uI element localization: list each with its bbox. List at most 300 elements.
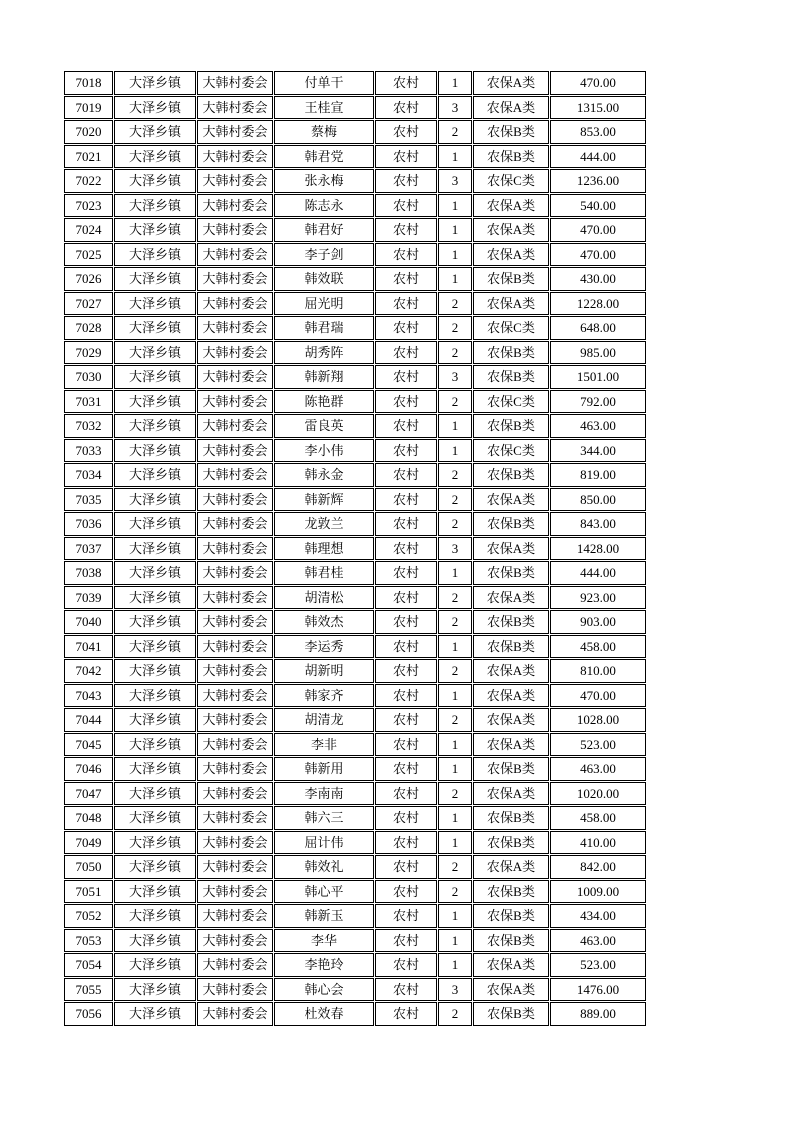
household-count-cell: 2 [438, 390, 472, 414]
insurance-category-cell: 农保A类 [473, 96, 549, 120]
residence-type-cell: 农村 [375, 1002, 437, 1026]
person-name-cell: 胡清龙 [274, 708, 374, 732]
serial-number-cell: 7040 [64, 610, 113, 634]
amount-cell: 889.00 [550, 1002, 646, 1026]
township-cell: 大泽乡镇 [114, 169, 196, 193]
insurance-category-cell: 农保B类 [473, 365, 549, 389]
insurance-category-cell: 农保B类 [473, 1002, 549, 1026]
amount-cell: 434.00 [550, 904, 646, 928]
township-cell: 大泽乡镇 [114, 463, 196, 487]
serial-number-cell: 7042 [64, 659, 113, 683]
person-name-cell: 韩家齐 [274, 684, 374, 708]
insurance-category-cell: 农保A类 [473, 978, 549, 1002]
amount-cell: 1028.00 [550, 708, 646, 732]
person-name-cell: 韩君瑞 [274, 316, 374, 340]
residence-type-cell: 农村 [375, 341, 437, 365]
residence-type-cell: 农村 [375, 145, 437, 169]
serial-number-cell: 7039 [64, 586, 113, 610]
household-count-cell: 3 [438, 169, 472, 193]
amount-cell: 923.00 [550, 586, 646, 610]
serial-number-cell: 7038 [64, 561, 113, 585]
serial-number-cell: 7044 [64, 708, 113, 732]
table-row [64, 904, 646, 928]
insurance-category-cell: 农保B类 [473, 512, 549, 536]
amount-cell: 523.00 [550, 733, 646, 757]
serial-number-cell: 7037 [64, 537, 113, 561]
table-row [64, 978, 646, 1002]
township-cell: 大泽乡镇 [114, 194, 196, 218]
residence-type-cell: 农村 [375, 96, 437, 120]
household-count-cell: 1 [438, 414, 472, 438]
amount-cell: 1476.00 [550, 978, 646, 1002]
insurance-category-cell: 农保A类 [473, 733, 549, 757]
residence-type-cell: 农村 [375, 782, 437, 806]
township-cell: 大泽乡镇 [114, 757, 196, 781]
township-cell: 大泽乡镇 [114, 341, 196, 365]
residence-type-cell: 农村 [375, 488, 437, 512]
table-row [64, 169, 646, 193]
person-name-cell: 王桂宣 [274, 96, 374, 120]
person-name-cell: 韩君桂 [274, 561, 374, 585]
township-cell: 大泽乡镇 [114, 855, 196, 879]
serial-number-cell: 7049 [64, 831, 113, 855]
village-committee-cell: 大韩村委会 [197, 145, 273, 169]
person-name-cell: 韩效联 [274, 267, 374, 291]
amount-cell: 463.00 [550, 929, 646, 953]
amount-cell: 843.00 [550, 512, 646, 536]
serial-number-cell: 7048 [64, 806, 113, 830]
insurance-category-cell: 农保B类 [473, 463, 549, 487]
residence-type-cell: 农村 [375, 414, 437, 438]
township-cell: 大泽乡镇 [114, 880, 196, 904]
table-row [64, 1002, 646, 1026]
township-cell: 大泽乡镇 [114, 439, 196, 463]
person-name-cell: 韩理想 [274, 537, 374, 561]
insurance-category-cell: 农保A类 [473, 855, 549, 879]
township-cell: 大泽乡镇 [114, 659, 196, 683]
serial-number-cell: 7031 [64, 390, 113, 414]
table-row [64, 463, 646, 487]
person-name-cell: 李艳玲 [274, 953, 374, 977]
township-cell: 大泽乡镇 [114, 561, 196, 585]
insurance-category-cell: 农保A类 [473, 684, 549, 708]
residence-type-cell: 农村 [375, 978, 437, 1002]
household-count-cell: 1 [438, 953, 472, 977]
table-row [64, 806, 646, 830]
serial-number-cell: 7041 [64, 635, 113, 659]
amount-cell: 458.00 [550, 635, 646, 659]
insurance-category-cell: 农保A类 [473, 586, 549, 610]
household-count-cell: 1 [438, 243, 472, 267]
person-name-cell: 李南南 [274, 782, 374, 806]
village-committee-cell: 大韩村委会 [197, 169, 273, 193]
household-count-cell: 1 [438, 561, 472, 585]
person-name-cell: 李华 [274, 929, 374, 953]
village-committee-cell: 大韩村委会 [197, 684, 273, 708]
table-row [64, 120, 646, 144]
serial-number-cell: 7034 [64, 463, 113, 487]
serial-number-cell: 7025 [64, 243, 113, 267]
township-cell: 大泽乡镇 [114, 684, 196, 708]
insurance-category-cell: 农保B类 [473, 120, 549, 144]
amount-cell: 1501.00 [550, 365, 646, 389]
insurance-category-cell: 农保A类 [473, 218, 549, 242]
township-cell: 大泽乡镇 [114, 365, 196, 389]
village-committee-cell: 大韩村委会 [197, 267, 273, 291]
village-committee-cell: 大韩村委会 [197, 537, 273, 561]
person-name-cell: 韩新用 [274, 757, 374, 781]
township-cell: 大泽乡镇 [114, 635, 196, 659]
residence-type-cell: 农村 [375, 390, 437, 414]
amount-cell: 410.00 [550, 831, 646, 855]
insurance-category-cell: 农保A类 [473, 71, 549, 95]
person-name-cell: 韩心平 [274, 880, 374, 904]
amount-cell: 1009.00 [550, 880, 646, 904]
village-committee-cell: 大韩村委会 [197, 1002, 273, 1026]
residence-type-cell: 农村 [375, 806, 437, 830]
serial-number-cell: 7035 [64, 488, 113, 512]
insurance-category-cell: 农保B类 [473, 145, 549, 169]
serial-number-cell: 7056 [64, 1002, 113, 1026]
serial-number-cell: 7046 [64, 757, 113, 781]
serial-number-cell: 7023 [64, 194, 113, 218]
residence-type-cell: 农村 [375, 71, 437, 95]
serial-number-cell: 7052 [64, 904, 113, 928]
table-row [64, 341, 646, 365]
village-committee-cell: 大韩村委会 [197, 855, 273, 879]
table-row [64, 880, 646, 904]
serial-number-cell: 7050 [64, 855, 113, 879]
serial-number-cell: 7047 [64, 782, 113, 806]
township-cell: 大泽乡镇 [114, 904, 196, 928]
insurance-category-cell: 农保B类 [473, 610, 549, 634]
village-committee-cell: 大韩村委会 [197, 978, 273, 1002]
amount-cell: 430.00 [550, 267, 646, 291]
serial-number-cell: 7030 [64, 365, 113, 389]
table-row [64, 145, 646, 169]
township-cell: 大泽乡镇 [114, 512, 196, 536]
residence-type-cell: 农村 [375, 708, 437, 732]
village-committee-cell: 大韩村委会 [197, 586, 273, 610]
amount-cell: 463.00 [550, 757, 646, 781]
table-row [64, 610, 646, 634]
amount-cell: 344.00 [550, 439, 646, 463]
household-count-cell: 1 [438, 267, 472, 291]
person-name-cell: 屈计伟 [274, 831, 374, 855]
household-count-cell: 2 [438, 292, 472, 316]
serial-number-cell: 7026 [64, 267, 113, 291]
township-cell: 大泽乡镇 [114, 953, 196, 977]
table-row [64, 757, 646, 781]
table-row [64, 855, 646, 879]
village-committee-cell: 大韩村委会 [197, 635, 273, 659]
township-cell: 大泽乡镇 [114, 733, 196, 757]
serial-number-cell: 7053 [64, 929, 113, 953]
household-count-cell: 1 [438, 194, 472, 218]
insurance-category-cell: 农保B类 [473, 880, 549, 904]
township-cell: 大泽乡镇 [114, 145, 196, 169]
village-committee-cell: 大韩村委会 [197, 708, 273, 732]
person-name-cell: 龙敦兰 [274, 512, 374, 536]
serial-number-cell: 7028 [64, 316, 113, 340]
household-count-cell: 3 [438, 365, 472, 389]
serial-number-cell: 7024 [64, 218, 113, 242]
person-name-cell: 韩君好 [274, 218, 374, 242]
insurance-category-cell: 农保A类 [473, 708, 549, 732]
amount-cell: 1428.00 [550, 537, 646, 561]
amount-cell: 470.00 [550, 684, 646, 708]
insurance-category-cell: 农保C类 [473, 316, 549, 340]
village-committee-cell: 大韩村委会 [197, 806, 273, 830]
person-name-cell: 李小伟 [274, 439, 374, 463]
village-committee-cell: 大韩村委会 [197, 880, 273, 904]
insurance-category-cell: 农保A类 [473, 782, 549, 806]
amount-cell: 810.00 [550, 659, 646, 683]
township-cell: 大泽乡镇 [114, 537, 196, 561]
household-count-cell: 2 [438, 488, 472, 512]
insurance-category-cell: 农保A类 [473, 537, 549, 561]
residence-type-cell: 农村 [375, 292, 437, 316]
serial-number-cell: 7022 [64, 169, 113, 193]
household-count-cell: 1 [438, 733, 472, 757]
household-count-cell: 1 [438, 145, 472, 169]
table-row [64, 929, 646, 953]
insurance-category-cell: 农保A类 [473, 292, 549, 316]
village-committee-cell: 大韩村委会 [197, 439, 273, 463]
household-count-cell: 1 [438, 635, 472, 659]
residence-type-cell: 农村 [375, 218, 437, 242]
amount-cell: 1020.00 [550, 782, 646, 806]
amount-cell: 444.00 [550, 145, 646, 169]
serial-number-cell: 7029 [64, 341, 113, 365]
insurance-category-cell: 农保B类 [473, 341, 549, 365]
residence-type-cell: 农村 [375, 831, 437, 855]
insurance-category-cell: 农保A类 [473, 243, 549, 267]
person-name-cell: 杜效春 [274, 1002, 374, 1026]
residence-type-cell: 农村 [375, 120, 437, 144]
insurance-category-cell: 农保B类 [473, 635, 549, 659]
table-row [64, 782, 646, 806]
household-count-cell: 3 [438, 978, 472, 1002]
amount-cell: 1236.00 [550, 169, 646, 193]
person-name-cell: 付单干 [274, 71, 374, 95]
person-name-cell: 韩效礼 [274, 855, 374, 879]
serial-number-cell: 7054 [64, 953, 113, 977]
household-count-cell: 2 [438, 659, 472, 683]
household-count-cell: 1 [438, 904, 472, 928]
township-cell: 大泽乡镇 [114, 96, 196, 120]
person-name-cell: 韩新玉 [274, 904, 374, 928]
village-committee-cell: 大韩村委会 [197, 782, 273, 806]
residence-type-cell: 农村 [375, 929, 437, 953]
insurance-category-cell: 农保B类 [473, 831, 549, 855]
village-committee-cell: 大韩村委会 [197, 243, 273, 267]
person-name-cell: 韩六三 [274, 806, 374, 830]
table-row [64, 561, 646, 585]
village-committee-cell: 大韩村委会 [197, 365, 273, 389]
township-cell: 大泽乡镇 [114, 610, 196, 634]
insurance-category-cell: 农保A类 [473, 659, 549, 683]
household-count-cell: 2 [438, 782, 472, 806]
household-count-cell: 2 [438, 1002, 472, 1026]
amount-cell: 903.00 [550, 610, 646, 634]
residence-type-cell: 农村 [375, 561, 437, 585]
township-cell: 大泽乡镇 [114, 806, 196, 830]
residence-type-cell: 农村 [375, 267, 437, 291]
household-count-cell: 1 [438, 218, 472, 242]
amount-cell: 470.00 [550, 243, 646, 267]
person-name-cell: 韩君党 [274, 145, 374, 169]
residence-type-cell: 农村 [375, 194, 437, 218]
residence-type-cell: 农村 [375, 733, 437, 757]
household-count-cell: 1 [438, 71, 472, 95]
insurance-category-cell: 农保B类 [473, 904, 549, 928]
township-cell: 大泽乡镇 [114, 120, 196, 144]
village-committee-cell: 大韩村委会 [197, 659, 273, 683]
serial-number-cell: 7027 [64, 292, 113, 316]
household-count-cell: 2 [438, 463, 472, 487]
table-row [64, 512, 646, 536]
residence-type-cell: 农村 [375, 684, 437, 708]
village-committee-cell: 大韩村委会 [197, 316, 273, 340]
village-committee-cell: 大韩村委会 [197, 610, 273, 634]
residence-type-cell: 农村 [375, 439, 437, 463]
person-name-cell: 李非 [274, 733, 374, 757]
village-committee-cell: 大韩村委会 [197, 561, 273, 585]
amount-cell: 1315.00 [550, 96, 646, 120]
amount-cell: 853.00 [550, 120, 646, 144]
amount-cell: 792.00 [550, 390, 646, 414]
residence-type-cell: 农村 [375, 757, 437, 781]
township-cell: 大泽乡镇 [114, 316, 196, 340]
residence-type-cell: 农村 [375, 855, 437, 879]
township-cell: 大泽乡镇 [114, 292, 196, 316]
table-row [64, 414, 646, 438]
table-row [64, 365, 646, 389]
table-row [64, 708, 646, 732]
household-count-cell: 2 [438, 316, 472, 340]
residence-type-cell: 农村 [375, 169, 437, 193]
village-committee-cell: 大韩村委会 [197, 414, 273, 438]
person-name-cell: 蔡梅 [274, 120, 374, 144]
amount-cell: 985.00 [550, 341, 646, 365]
residence-type-cell: 农村 [375, 880, 437, 904]
residence-type-cell: 农村 [375, 512, 437, 536]
person-name-cell: 陈志永 [274, 194, 374, 218]
serial-number-cell: 7033 [64, 439, 113, 463]
residence-type-cell: 农村 [375, 635, 437, 659]
township-cell: 大泽乡镇 [114, 929, 196, 953]
household-count-cell: 2 [438, 586, 472, 610]
township-cell: 大泽乡镇 [114, 586, 196, 610]
person-name-cell: 陈艳群 [274, 390, 374, 414]
person-name-cell: 李子剑 [274, 243, 374, 267]
household-count-cell: 2 [438, 610, 472, 634]
village-committee-cell: 大韩村委会 [197, 831, 273, 855]
serial-number-cell: 7043 [64, 684, 113, 708]
township-cell: 大泽乡镇 [114, 782, 196, 806]
insurance-category-cell: 农保B类 [473, 757, 549, 781]
table-body [64, 71, 646, 1026]
amount-cell: 842.00 [550, 855, 646, 879]
township-cell: 大泽乡镇 [114, 708, 196, 732]
amount-cell: 458.00 [550, 806, 646, 830]
township-cell: 大泽乡镇 [114, 978, 196, 1002]
amount-cell: 463.00 [550, 414, 646, 438]
insurance-category-cell: 农保A类 [473, 488, 549, 512]
household-count-cell: 3 [438, 537, 472, 561]
serial-number-cell: 7021 [64, 145, 113, 169]
village-committee-cell: 大韩村委会 [197, 929, 273, 953]
table-row [64, 831, 646, 855]
insurance-category-cell: 农保A类 [473, 194, 549, 218]
household-count-cell: 2 [438, 512, 472, 536]
person-name-cell: 韩新辉 [274, 488, 374, 512]
serial-number-cell: 7045 [64, 733, 113, 757]
residence-type-cell: 农村 [375, 953, 437, 977]
table-row [64, 218, 646, 242]
amount-cell: 819.00 [550, 463, 646, 487]
household-count-cell: 2 [438, 708, 472, 732]
insurance-category-cell: 农保B类 [473, 806, 549, 830]
village-committee-cell: 大韩村委会 [197, 757, 273, 781]
household-count-cell: 1 [438, 439, 472, 463]
serial-number-cell: 7055 [64, 978, 113, 1002]
township-cell: 大泽乡镇 [114, 1002, 196, 1026]
household-count-cell: 2 [438, 120, 472, 144]
village-committee-cell: 大韩村委会 [197, 120, 273, 144]
township-cell: 大泽乡镇 [114, 414, 196, 438]
table-row [64, 537, 646, 561]
residence-type-cell: 农村 [375, 316, 437, 340]
village-committee-cell: 大韩村委会 [197, 512, 273, 536]
household-count-cell: 1 [438, 684, 472, 708]
residence-type-cell: 农村 [375, 463, 437, 487]
village-committee-cell: 大韩村委会 [197, 904, 273, 928]
residence-type-cell: 农村 [375, 586, 437, 610]
residence-type-cell: 农村 [375, 610, 437, 634]
village-committee-cell: 大韩村委会 [197, 96, 273, 120]
person-name-cell: 韩心会 [274, 978, 374, 1002]
insurance-category-cell: 农保B类 [473, 929, 549, 953]
household-count-cell: 1 [438, 806, 472, 830]
table-row [64, 243, 646, 267]
table-row [64, 953, 646, 977]
residence-type-cell: 农村 [375, 365, 437, 389]
table-row [64, 194, 646, 218]
amount-cell: 470.00 [550, 218, 646, 242]
township-cell: 大泽乡镇 [114, 243, 196, 267]
village-committee-cell: 大韩村委会 [197, 292, 273, 316]
insurance-category-cell: 农保C类 [473, 169, 549, 193]
person-name-cell: 韩效杰 [274, 610, 374, 634]
serial-number-cell: 7020 [64, 120, 113, 144]
table-row [64, 96, 646, 120]
serial-number-cell: 7018 [64, 71, 113, 95]
table-row [64, 586, 646, 610]
person-name-cell: 胡新明 [274, 659, 374, 683]
person-name-cell: 李运秀 [274, 635, 374, 659]
table-row [64, 684, 646, 708]
table-row [64, 733, 646, 757]
insurance-category-cell: 农保B类 [473, 267, 549, 291]
person-name-cell: 韩新翔 [274, 365, 374, 389]
amount-cell: 648.00 [550, 316, 646, 340]
serial-number-cell: 7032 [64, 414, 113, 438]
household-count-cell: 2 [438, 880, 472, 904]
township-cell: 大泽乡镇 [114, 390, 196, 414]
village-committee-cell: 大韩村委会 [197, 733, 273, 757]
